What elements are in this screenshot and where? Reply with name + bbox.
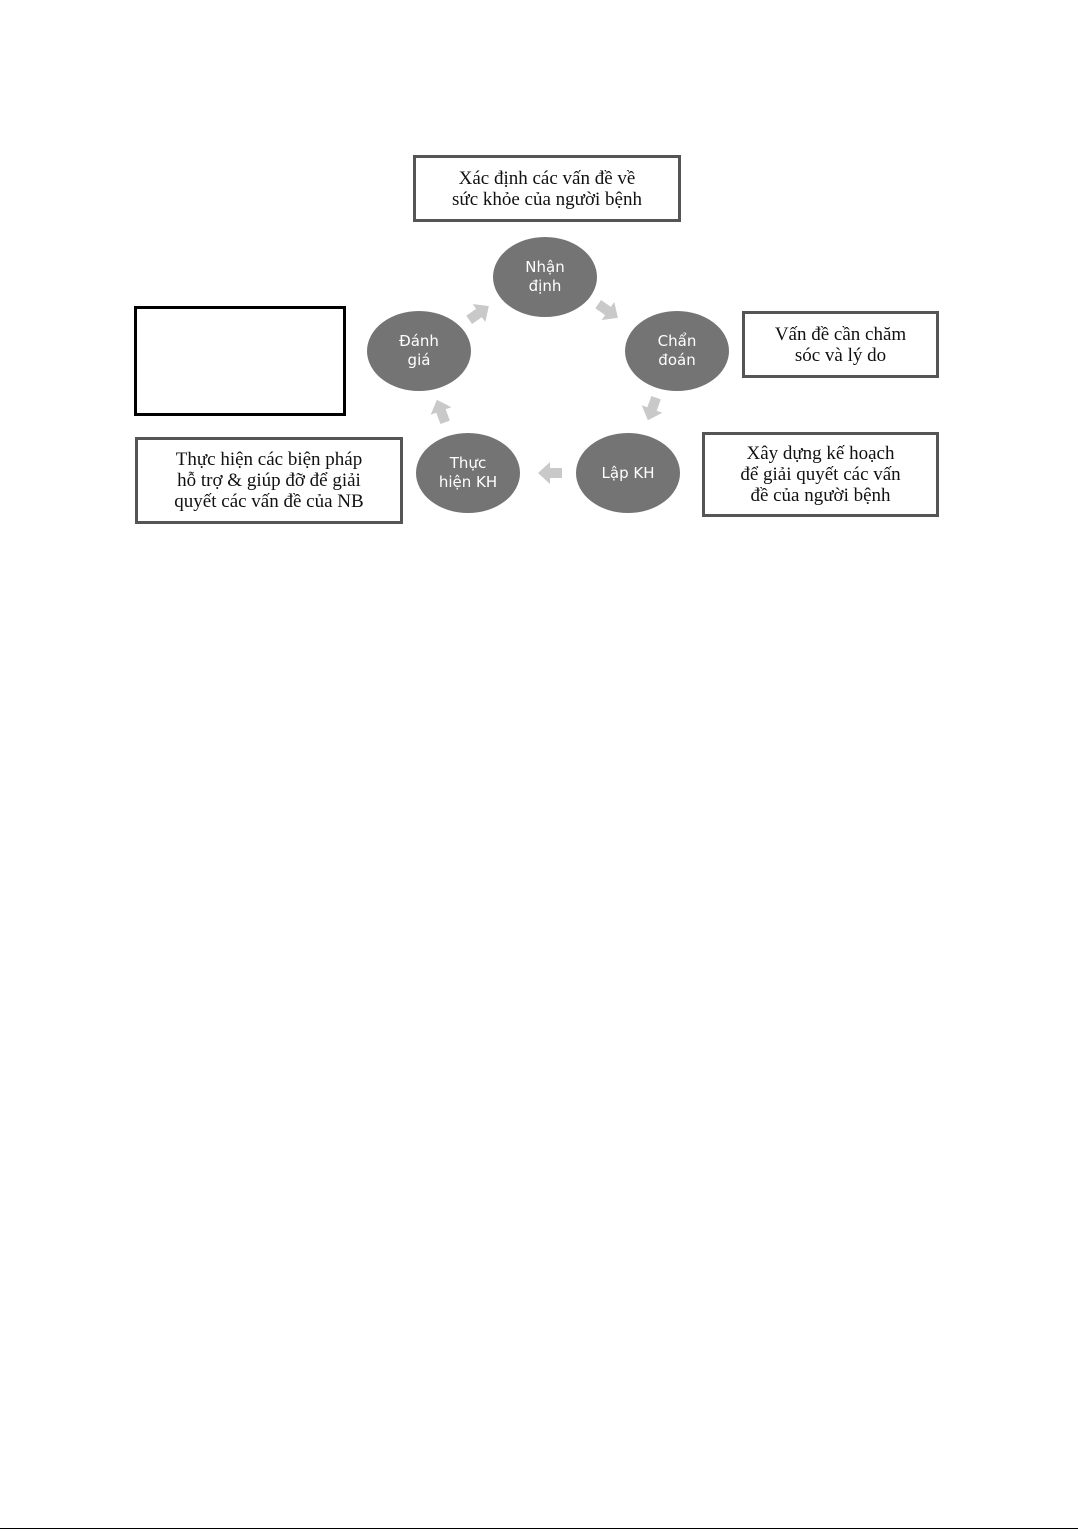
note-thuc-hien-kh: Thực hiện các biện pháp hỗ trợ & giúp đỡ để giải quyết các vấn đề của NB — [135, 437, 403, 524]
step-danh-gia: Đánh giá — [367, 311, 471, 391]
note-danh-gia-empty — [134, 306, 346, 416]
note-nhan-dinh: Xác định các vấn đề về sức khỏe của người bệnh — [413, 155, 681, 222]
arrow-lap-kh-to-thuc-hien-icon — [537, 460, 563, 486]
note-lap-kh: Xây dựng kế hoạch để giải quyết các vấn đề của người bệnh — [702, 432, 939, 517]
step-chan-doan: Chẩn đoán — [625, 311, 729, 391]
arrow-chan-doan-to-lap-kh-icon — [639, 396, 665, 422]
step-thuc-hien-kh: Thực hiện KH — [416, 433, 520, 513]
step-nhan-dinh: Nhận định — [493, 237, 597, 317]
page-bottom-rule — [0, 1528, 1078, 1529]
note-chan-doan: Vấn đề cần chăm sóc và lý do — [742, 311, 939, 378]
step-lap-kh: Lập KH — [576, 433, 680, 513]
arrow-nhan-dinh-to-chan-doan-icon — [595, 298, 621, 324]
arrow-danh-gia-to-nhan-dinh-icon — [466, 300, 492, 326]
arrow-thuc-hien-to-danh-gia-icon — [428, 398, 454, 424]
